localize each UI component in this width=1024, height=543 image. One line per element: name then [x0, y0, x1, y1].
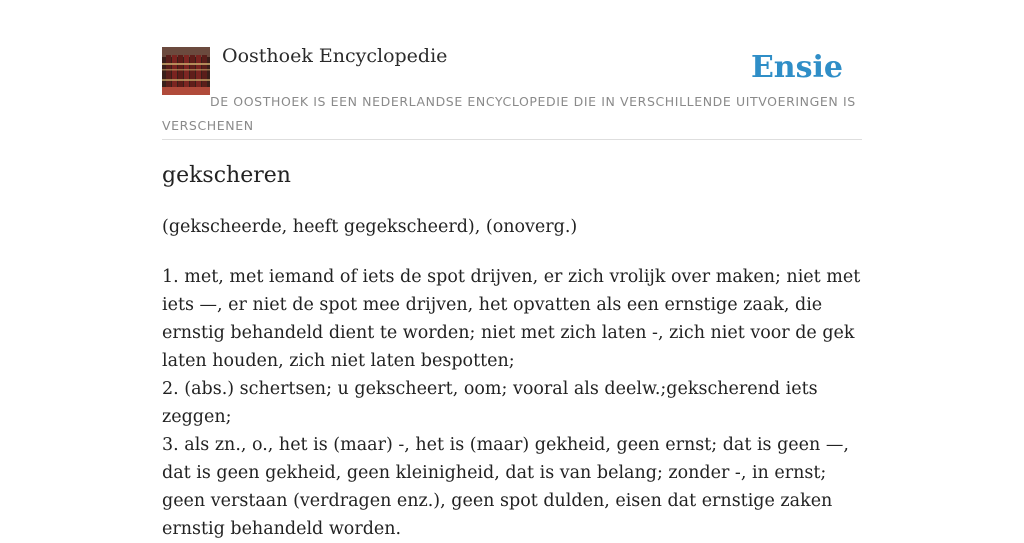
definition-sense-1: 1. met, met iemand of iets de spot drijven, er zich vrolijk over maken; niet met iets —, er niet de spot mee drijven, het opvatten als een ernstige zaak, die ernstig behandeld dient te worden; niet met zich laten -, zich niet voor de gek laten houden, zich niet laten bespotten;: [162, 267, 861, 371]
brand-logo[interactable]: Ensie: [750, 50, 843, 85]
entry-definition: [162, 263, 862, 543]
site-tagline: DE OOSTHOEK IS EEN NEDERLANDSE ENCYCLOPEDIE DIE IN VERSCHILLENDE UITVOERINGEN IS VERSCHENEN: [162, 94, 856, 133]
site-title[interactable]: Oosthoek Encyclopedie: [222, 45, 448, 67]
definition-sense-3: 3. als zn., o., het is (maar) -, het is (maar) gekheid, geen ernst; dat is geen —, dat is geen gekheid, geen kleinigheid, dat is van belang; zonder -, in ernst; geen verstaan (verdragen enz.), geen spot dulden, eisen dat ernstige zaken ernstig behandeld worden.: [162, 435, 849, 539]
books-icon[interactable]: [162, 47, 210, 95]
header-divider: [162, 139, 862, 140]
entry-grammar: (gekscheerde, heeft gegekscheerd), (onoverg.): [162, 217, 578, 237]
entry-headword: gekscheren: [162, 163, 291, 188]
definition-sense-2: 2. (abs.) schertsen; u gekscheert, oom; vooral als deelw.;gekscherend iets zeggen;: [162, 379, 818, 427]
